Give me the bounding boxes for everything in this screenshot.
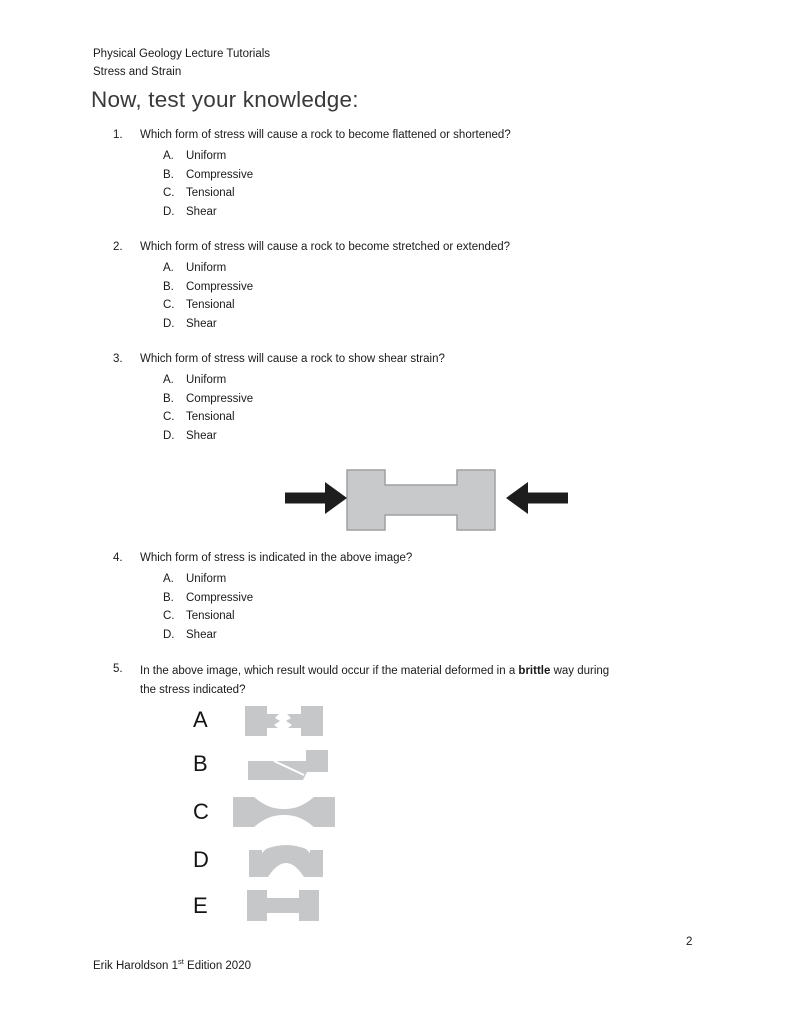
choice-letter: D. bbox=[163, 205, 175, 218]
choice-label: Uniform bbox=[186, 373, 227, 386]
choices-list bbox=[113, 259, 510, 334]
specimen-stretched-necked bbox=[233, 794, 335, 830]
choice-a bbox=[113, 570, 412, 589]
question-text-pre: In the above image, which result would occur if the material deformed in a bbox=[140, 665, 519, 677]
option-letter-b: B bbox=[193, 751, 208, 776]
choice-letter: B. bbox=[163, 168, 174, 181]
choice-label: Compressive bbox=[186, 168, 254, 181]
choice-label: Compressive bbox=[186, 591, 254, 604]
question-text: Which form of stress is indicated in the above image? bbox=[140, 552, 413, 564]
choice-label: Compressive bbox=[186, 392, 254, 405]
question-5 bbox=[113, 662, 710, 699]
choice-letter: A. bbox=[163, 572, 174, 585]
choice-letter: A. bbox=[163, 373, 174, 386]
question-text: Which form of stress will cause a rock to become stretched or extended? bbox=[140, 241, 511, 253]
choice-letter: C. bbox=[163, 299, 175, 312]
choice-d bbox=[113, 626, 412, 645]
choice-d bbox=[113, 203, 511, 222]
question-3 bbox=[113, 352, 445, 446]
choice-c bbox=[113, 607, 412, 626]
left-arrow-icon bbox=[285, 482, 347, 514]
option-letter-e: E bbox=[193, 893, 208, 918]
choice-label: Uniform bbox=[186, 261, 227, 274]
header-line-course: Physical Geology Lecture Tutorials bbox=[93, 48, 271, 60]
choice-letter: B. bbox=[163, 280, 174, 293]
choice-letter: A. bbox=[163, 149, 174, 162]
question-bold-word: brittle bbox=[518, 665, 551, 677]
choice-label: Shear bbox=[186, 205, 217, 218]
footer-author-superscript: st bbox=[178, 957, 184, 966]
footer-author bbox=[93, 957, 251, 972]
page-title: Now, test your knowledge: bbox=[91, 87, 359, 112]
choice-letter: D. bbox=[163, 628, 175, 641]
choice-a bbox=[113, 371, 445, 390]
choice-letter: B. bbox=[163, 591, 174, 604]
choice-letter: B. bbox=[163, 392, 174, 405]
header-line-topic: Stress and Strain bbox=[93, 65, 182, 78]
choice-letter: C. bbox=[163, 187, 175, 200]
footer-author-pre: Erik Haroldson 1 bbox=[93, 959, 179, 972]
specimen-shortened-bulged bbox=[249, 843, 323, 877]
choice-b bbox=[113, 278, 510, 297]
choice-label: Uniform bbox=[186, 149, 227, 162]
choice-a bbox=[113, 259, 510, 278]
question-1 bbox=[113, 128, 511, 222]
choice-label: Shear bbox=[186, 429, 217, 442]
question-text: Which form of stress will cause a rock to show shear strain? bbox=[140, 353, 445, 365]
choice-a bbox=[113, 147, 511, 166]
choice-c bbox=[113, 184, 511, 203]
choice-label: Shear bbox=[186, 628, 217, 641]
question-number: 3. bbox=[113, 353, 123, 365]
specimen-fractured-jagged-break bbox=[245, 706, 323, 736]
choices-list bbox=[113, 147, 511, 222]
choice-label: Tensional bbox=[186, 411, 235, 424]
question-text-line2: the stress indicated? bbox=[140, 683, 246, 696]
question-number: 2. bbox=[113, 241, 123, 253]
document-header bbox=[93, 46, 270, 81]
question-number: 5. bbox=[113, 663, 123, 675]
choice-letter: D. bbox=[163, 429, 175, 442]
question-text bbox=[140, 662, 710, 699]
choice-label: Tensional bbox=[186, 299, 235, 312]
question-2 bbox=[113, 240, 510, 334]
option-letter-c: C bbox=[193, 799, 209, 824]
option-letter-a: A bbox=[193, 707, 208, 732]
rock-specimen-shape bbox=[347, 470, 495, 530]
choices-list bbox=[113, 570, 412, 645]
choice-label: Tensional bbox=[186, 187, 235, 200]
choice-letter: A. bbox=[163, 261, 174, 274]
choices-list bbox=[113, 371, 445, 446]
choice-label: Shear bbox=[186, 317, 217, 330]
choice-c bbox=[113, 296, 510, 315]
right-arrow-icon bbox=[506, 482, 568, 514]
question-text: Which form of stress will cause a rock to become flattened or shortened? bbox=[140, 129, 511, 141]
choice-letter: C. bbox=[163, 610, 175, 623]
option-letter-d: D bbox=[193, 847, 209, 872]
choice-label: Uniform bbox=[186, 572, 227, 585]
choice-b bbox=[113, 589, 412, 608]
choice-d bbox=[113, 315, 510, 334]
compression-stress-figure bbox=[283, 462, 573, 538]
choice-letter: C. bbox=[163, 411, 175, 424]
choice-b bbox=[113, 390, 445, 409]
footer-author-post: Edition 2020 bbox=[183, 959, 251, 972]
question-text-post: way during bbox=[550, 665, 610, 677]
choice-label: Compressive bbox=[186, 280, 254, 293]
choice-letter: D. bbox=[163, 317, 175, 330]
choice-b bbox=[113, 166, 511, 185]
specimen-sheared-diagonal-fault bbox=[246, 749, 328, 782]
choice-label: Tensional bbox=[186, 610, 235, 623]
page-number: 2 bbox=[686, 936, 693, 948]
choice-d bbox=[113, 427, 445, 446]
question-number: 1. bbox=[113, 129, 123, 141]
question-4 bbox=[113, 551, 412, 645]
question-number: 4. bbox=[113, 552, 123, 564]
specimen-unchanged bbox=[247, 890, 319, 921]
choice-c bbox=[113, 408, 445, 427]
